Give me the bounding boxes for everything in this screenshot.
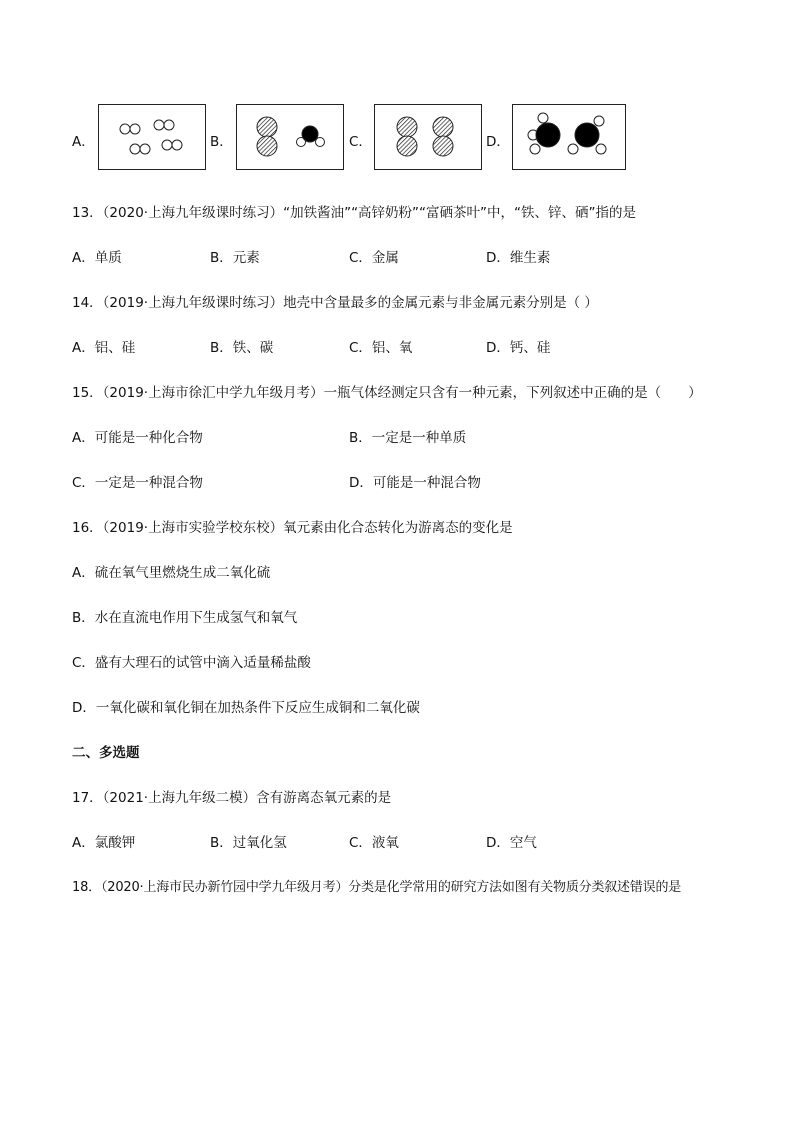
question-18-stem: 18．（2020·上海市民办新竹园中学九年级月考）分类是化学常用的研究方法如图有关物质分类叙述错误的是 (72, 880, 682, 895)
question-13-stem: 13．（2020·上海九年级课时练习）“加铁酱油”“高锌奶粉”“富硒茶叶”中，“铁、锌、硒”指的是 (72, 205, 637, 221)
question-15-stem: 15．（2019·上海市徐汇中学九年级月考）一瓶气体经测定只含有一种元素，下列叙述中正确的是（ ） (72, 385, 702, 401)
q15-option-c: C．一定是一种混合物 (72, 475, 203, 491)
q15-option-b: B．一定是一种单质 (349, 430, 467, 446)
option-c-label: C． (349, 134, 372, 150)
option-b-diagram (236, 104, 344, 170)
compound-molecules-diagram (513, 105, 625, 169)
q17-option-b: B．过氧化氢 (210, 835, 287, 851)
separate-atoms-diagram (99, 105, 205, 169)
q14-option-b: B．铁、碳 (210, 340, 274, 356)
q17-option-a: A．氯酸钾 (72, 835, 136, 851)
q16-option-d: D．一氧化碳和氧化铜在加热条件下反应生成铜和二氧化碳 (72, 700, 420, 716)
option-d-label: D． (486, 134, 510, 150)
option-b-label: B． (210, 134, 233, 150)
q13-option-c: C．金属 (349, 250, 399, 266)
section-title: 二、多选题 (72, 745, 140, 761)
q16-option-a: A．硫在氧气里燃烧生成二氧化硫 (72, 565, 271, 581)
question-16-stem: 16．（2019·上海市实验学校东校）氧元素由化合态转化为游离态的变化是 (72, 520, 513, 536)
q13-option-b: B．元素 (210, 250, 260, 266)
option-a-label: A． (72, 134, 95, 150)
q13-option-d: D．维生素 (486, 250, 551, 266)
q16-option-b: B．水在直流电作用下生成氢气和氧气 (72, 610, 298, 626)
q14-option-a: A．铝、硅 (72, 340, 136, 356)
option-c-diagram (374, 104, 482, 170)
q16-option-c: C．盛有大理石的试管中滴入适量稀盐酸 (72, 655, 311, 671)
option-a-diagram (98, 104, 206, 170)
option-d-diagram (512, 104, 626, 170)
question-17-stem: 17．（2021·上海九年级二模）含有游离态氧元素的是 (72, 790, 392, 806)
q17-option-c: C．液氧 (349, 835, 399, 851)
q14-option-d: D．钙、硅 (486, 340, 551, 356)
question-14-stem: 14．（2019·上海九年级课时练习）地壳中含量最多的金属元素与非金属元素分别是（ ） (72, 295, 598, 311)
q14-option-c: C．铝、氧 (349, 340, 413, 356)
diatomic-molecules-diagram (375, 105, 481, 169)
q15-option-d: D．可能是一种混合物 (349, 475, 481, 491)
q17-option-d: D．空气 (486, 835, 537, 851)
q15-option-a: A．可能是一种化合物 (72, 430, 203, 446)
mixture-molecules-diagram (237, 105, 343, 169)
q13-option-a: A．单质 (72, 250, 122, 266)
